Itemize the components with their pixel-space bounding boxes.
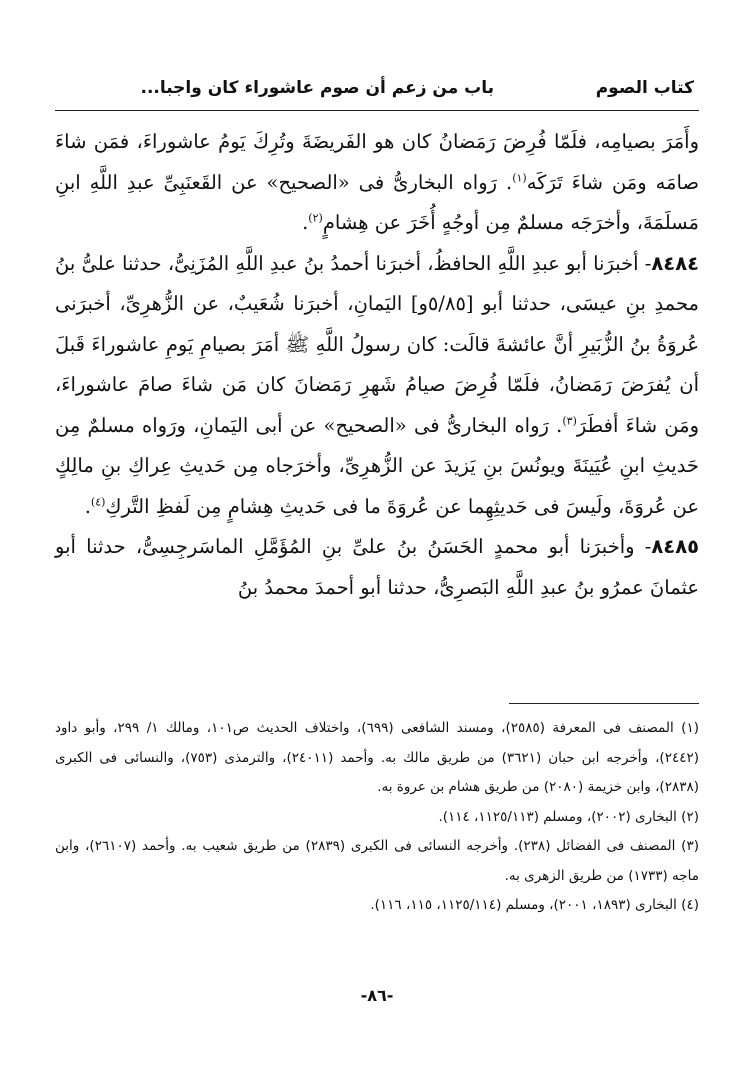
paragraph-3	[55, 527, 699, 608]
paragraph-2	[55, 244, 699, 528]
footnote-3: (٣) المصنف فى الفضائل (٢٣٨). وأخرجه النسائى فى الكبرى (٢٨٣٩) من طريق شعيب به. وأحمد (٢٦١٠٧)، وابن ماجه (١٧٣٣) من طريق الزهرى به.	[55, 838, 699, 884]
chapter-title: باب من زعم أن صوم عاشوراء كان واجبا...	[140, 78, 494, 98]
main-text	[55, 122, 699, 608]
footnote-1: (١) المصنف فى المعرفة (٢٥٨٥)، ومسند الشافعى (٦٩٩)، واختلاف الحديث ص١٠١، ومالك ١/ ٢٩٩، وأبو داود (٢٤٤٢)، وأخرجه ابن حبان (٣٦٢١) من طريق مالك به. وأحمد (٢٤٠١١)، والترمذى (٧٥٣)، والنسائى فى الكبرى (٢٨٣٨)، وابن خزيمة (٢٠٨٠) من طريق هشام بن عروة به.	[55, 720, 699, 795]
footnotes	[55, 714, 699, 921]
paragraph-3-text: - وأخبرَنا أبو محمدٍ الحَسَنُ بنُ علىِّ بنِ المُؤَمَّلِ الماسَرجِسِىُّ، حدثنا أبو عثمانَ عمرُو بنُ عبدِ اللَّهِ البَصرِىُّ، حدثنا أبو أحمدَ محمدُ بنُ	[55, 535, 699, 599]
paragraph-2-text: - أخبرَنا أبو عبدِ اللَّهِ الحافظُ، أخبرَنا أحمدُ بنُ عبدِ اللَّهِ المُزَنِىُّ، حدثنا علىُّ بنُ محمدِ بنِ عيسَى، حدثنا أبو [٥/٨٥و] اليَمانِ، أخبرَنا شُعَيبٌ، عن الزُّهرِىِّ، أخبرَنى عُروَةُ بنُ الزُّبَيرِ أنَّ عائشةَ قالَت: كان رسولُ اللَّهِ ﷺ أمَرَ بصيامِ يَومِ عاشوراءَ قَبلَ أن يُفرَضَ رَمَضانُ، فلَمّا فُرِضَ صيامُ شَهرِ رَمَضانَ كان مَن شاءَ صامَ عاشوراءَ، ومَن شاءَ أفطَرَ	[55, 251, 699, 437]
paragraph-1-text: وأَمَرَ بصيامِه، فلَمّا فُرِضَ رَمَضانُ كان هو الفَريضَةَ وتُرِكَ يَومُ عاشوراءَ، فمَن شاءَ صامَه ومَن شاءَ تَرَكَه	[55, 130, 699, 194]
paragraph-2-text-b: . رَواه البخارىُّ فى «الصحيح» عن أبى اليَمانِ، ورَواه مسلمٌ مِن حَديثِ ابنِ عُيَينَةَ ويونُسَ بنِ يَزيدَ عن الزُّهرِىِّ، وأخرَجاه مِن حَديثِ عِراكِ بنِ مالِكٍ عن عُروَةَ، ولَيسَ فى حَديثِهِما عن عُروَةَ ما فى حَديثِ هِشامٍ مِن لَفظِ التَّركِ	[55, 413, 699, 518]
footnote-4: (٤) البخارى (١٨٩٣، ٢٠٠١)، ومسلم (١١٢٥/١١٤، ١١٥، ١١٦).	[370, 897, 699, 913]
paragraph-1-end: .	[302, 211, 309, 234]
footnote-2: (٢) البخارى (٢٠٠٢)، ومسلم (١١٢٥/١١٣، ١١٤).	[438, 808, 699, 825]
book-title: كتاب الصوم	[595, 78, 694, 98]
footnote-ref-1: (١)	[512, 171, 527, 184]
page-number: -٨٦-	[360, 986, 394, 1005]
hadith-number-8485: ٨٤٨٥	[651, 535, 699, 558]
paragraph-1-text-b: . رَواه البخارىُّ فى «الصحيح» عن القَعنَبِىِّ عبدِ اللَّهِ ابنِ مَسلَمَةَ، وأخرَجَه مسلمٌ مِن أوجُهٍ أُخَرَ عن هِشامٍ	[55, 170, 699, 234]
footnote-ref-2: (٢)	[308, 211, 323, 225]
running-header	[55, 78, 694, 104]
header-divider	[55, 110, 699, 111]
footnote-ref-3: (٣)	[562, 414, 577, 427]
paragraph-1	[55, 122, 699, 244]
hadith-number-8484: ٨٤٨٤	[651, 251, 699, 275]
paragraph-2-end: .	[84, 494, 91, 518]
footnote-divider	[509, 703, 699, 704]
footnote-ref-4: (٤)	[90, 495, 106, 508]
